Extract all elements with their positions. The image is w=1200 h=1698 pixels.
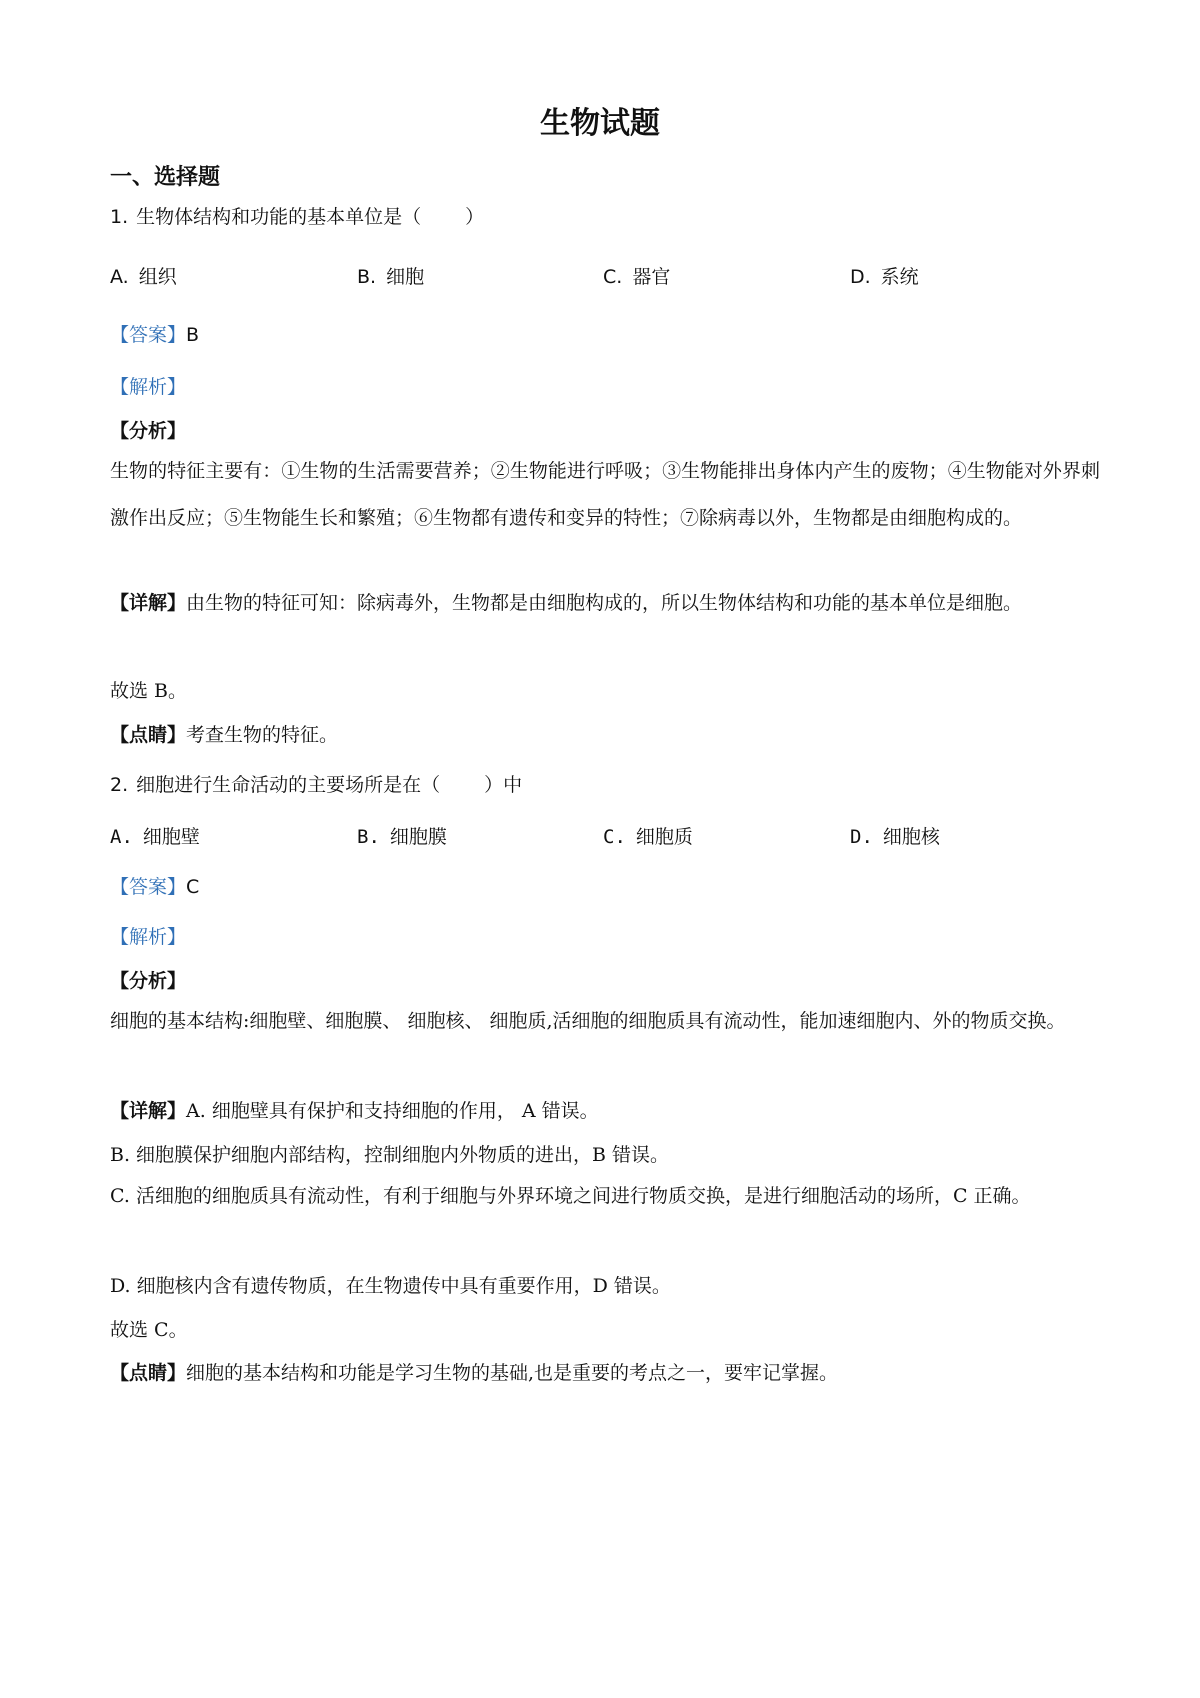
option-c[interactable]: C. 器官 [603,266,671,288]
answer-value: B [186,324,200,346]
dianjing-text: 考查生物的特征。 [186,724,339,746]
answer-2 [110,872,199,899]
xiangjie-label: 【详解】 [110,1100,187,1122]
fenxi-label-1: 【分析】 [110,420,187,442]
answer-value: C [186,876,200,898]
fenxi-text-2: 细胞的基本结构:细胞壁、细胞膜、 细胞核、 细胞质,活细胞的细胞质具有流动性，能加速细胞内、外的物质交换。 [110,1010,1066,1032]
answer-1 [110,320,199,347]
option-d[interactable]: D. 系统 [850,266,919,288]
xiangjie-line-c: C. 活细胞的细胞质具有流动性，有利于细胞与外界环境之间进行物质交换，是进行细胞活动的场所，C 正确。 [110,1185,1031,1207]
question-number: 2. [110,774,129,796]
option-a[interactable]: A. 细胞壁 [110,826,200,848]
xiangjie-line-a: A. 细胞壁具有保护和支持细胞的作用， A 错误。 [186,1100,599,1122]
question-number: 1. [110,206,129,228]
question-1-stem [110,202,484,229]
section-heading: 一、选择题 [110,165,221,190]
analysis-label-1: 【解析】 [110,376,187,398]
question-stem-text: 生物体结构和功能的基本单位是（ [136,206,422,228]
xiangjie-label: 【详解】 [110,592,187,614]
option-b[interactable]: B. 细胞 [357,266,425,288]
page-title: 生物试题 [540,106,660,141]
option-b[interactable]: B. 细胞膜 [357,826,447,848]
dianjing-label: 【点睛】 [110,724,187,746]
question-stem-text: 细胞进行生命活动的主要场所是在（ [136,774,441,796]
dianjing-2 [110,1358,838,1385]
xiangjie-2 [110,1096,599,1123]
xiangjie-line-d: D. 细胞核内含有遗传物质，在生物遗传中具有重要作用，D 错误。 [110,1275,671,1297]
conclusion-2: 故选 C。 [110,1319,188,1341]
analysis-label-2: 【解析】 [110,926,187,948]
question-stem-text-end: ） [465,206,485,228]
dianjing-label: 【点睛】 [110,1362,187,1384]
xiangjie-1 [110,580,1100,627]
question-stem-text-end: ）中 [484,774,523,796]
dianjing-1 [110,720,338,747]
answer-label: 【答案】 [110,876,187,898]
option-c[interactable]: C. 细胞质 [603,826,693,848]
xiangjie-text: 由生物的特征可知：除病毒外，生物都是由细胞构成的，所以生物体结构和功能的基本单位是细胞。 [186,592,1023,614]
question-2-stem [110,770,522,797]
fenxi-label-2: 【分析】 [110,970,187,992]
option-a[interactable]: A. 组织 [110,266,177,288]
conclusion-1: 故选 B。 [110,680,188,702]
option-d[interactable]: D. 细胞核 [850,826,940,848]
answer-label: 【答案】 [110,324,187,346]
dianjing-text: 细胞的基本结构和功能是学习生物的基础,也是重要的考点之一，要牢记掌握。 [186,1362,839,1384]
fenxi-text-1: 生物的特征主要有：①生物的生活需要营养；②生物能进行呼吸；③生物能排出身体内产生的废物；④生物能对外界刺激作出反应；⑤生物能生长和繁殖；⑥生物都有遗传和变异的特性；⑦除病毒以外，生物都是由细胞构成的。 [110,460,1100,529]
xiangjie-line-b: B. 细胞膜保护细胞内部结构，控制细胞内外物质的进出，B 错误。 [110,1144,670,1166]
